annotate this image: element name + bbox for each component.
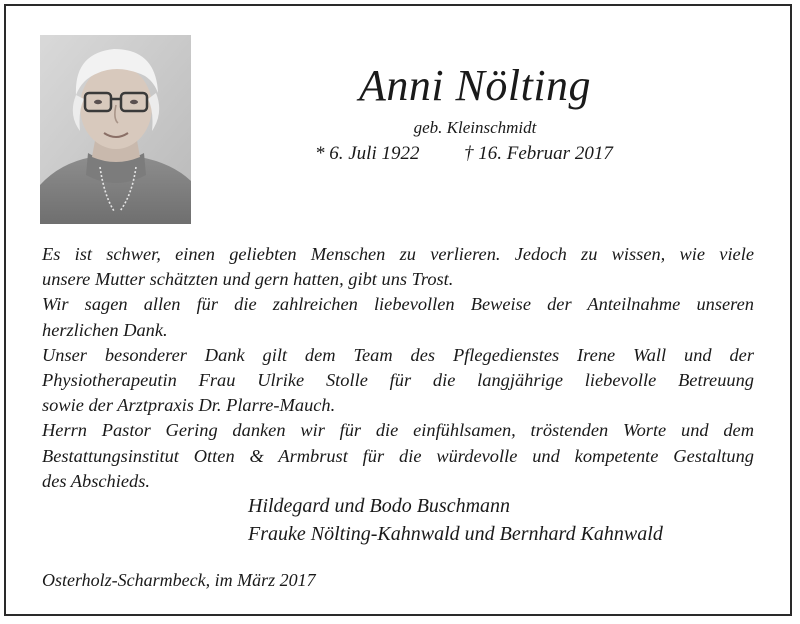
text-line: unsere Mutter schätzten und gern hatten, gibt uns Trost.	[42, 269, 454, 290]
text-line: des Abschieds.	[42, 470, 150, 491]
deceased-name: Anni Nölting	[358, 61, 592, 110]
text-line: herzlichen Dank.	[42, 319, 168, 340]
condolence-text	[42, 242, 754, 494]
birth-date: * 6. Juli 1922	[315, 143, 420, 164]
text-line: Herrn Pastor Gering danken wir für die einfühlsamen, tröstenden Worte und dem	[42, 420, 754, 441]
signers	[248, 492, 768, 548]
signer-line: Hildegard und Bodo Buschmann	[248, 495, 511, 517]
text-line: Bestattungsinstitut Otten & Armbrust für die würdevolle und kompetente Gestaltung	[42, 445, 754, 466]
maiden-name: geb. Kleinschmidt	[413, 118, 537, 137]
text-line: Wir sagen allen für die zahlreichen liebevollen Beweise der Anteilnahme unseren	[42, 294, 754, 315]
death-date: † 16. Februar 2017	[464, 143, 613, 164]
text-line: Physiotherapeutin Frau Ulrike Stolle für die langjährige liebevolle Betreuung	[42, 369, 754, 390]
text-line: Unser besonderer Dank gilt dem Team des Pflegedienstes Irene Wall und der	[42, 344, 754, 365]
text-line: sowie der Arztpraxis Dr. Plarre-Mauch.	[42, 395, 336, 416]
place-and-date: Osterholz-Scharmbeck, im März 2017	[42, 570, 316, 590]
portrait-photo	[40, 35, 191, 224]
signer-line: Frauke Nölting-Kahnwald und Bernhard Kahnwald	[248, 523, 663, 545]
text-line: Es ist schwer, einen geliebten Menschen zu verlieren. Jedoch zu wissen, wie viele	[42, 244, 754, 264]
